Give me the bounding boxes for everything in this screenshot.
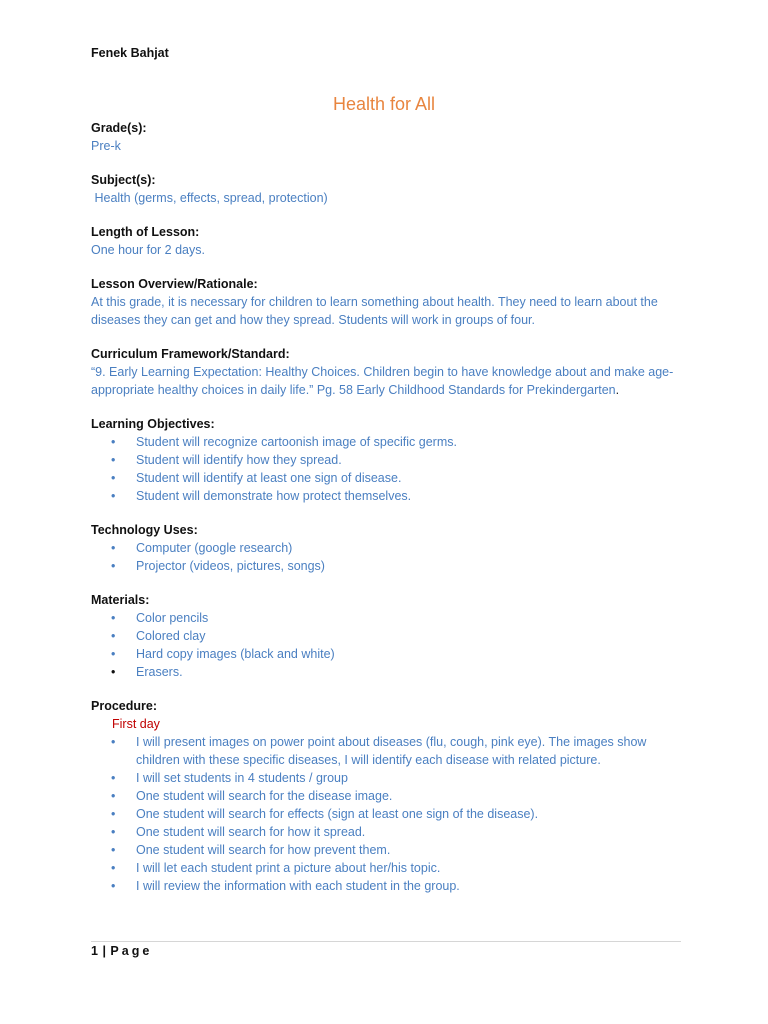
bullet-icon: • bbox=[111, 559, 116, 573]
technology-list bbox=[91, 539, 691, 575]
subject-section bbox=[91, 171, 691, 207]
procedure-list bbox=[91, 733, 691, 895]
bullet-icon: • bbox=[111, 435, 116, 449]
bullet-icon: • bbox=[111, 861, 116, 875]
list-item bbox=[91, 823, 691, 841]
bullet-icon: • bbox=[111, 771, 116, 785]
footer-divider bbox=[91, 941, 681, 942]
list-item-text: Erasers. bbox=[136, 665, 183, 679]
standard-section bbox=[91, 345, 691, 399]
list-item bbox=[91, 859, 691, 877]
list-item bbox=[91, 841, 691, 859]
grade-value: Pre-k bbox=[91, 139, 121, 153]
list-item-text: Color pencils bbox=[136, 611, 209, 625]
length-value: One hour for 2 days. bbox=[91, 243, 205, 257]
list-item bbox=[91, 433, 691, 451]
bullet-icon: • bbox=[111, 843, 116, 857]
lesson-content bbox=[91, 119, 691, 911]
length-section bbox=[91, 223, 691, 259]
grade-label: Grade(s): bbox=[91, 121, 147, 135]
bullet-icon: • bbox=[111, 629, 116, 643]
list-item-text: I will review the information with each student in the group. bbox=[136, 879, 460, 893]
standard-end: . bbox=[615, 383, 620, 397]
length-label: Length of Lesson: bbox=[91, 225, 200, 239]
list-item-text: Hard copy images (black and white) bbox=[136, 647, 335, 661]
standard-text bbox=[91, 363, 691, 399]
subject-label: Subject(s): bbox=[91, 173, 156, 187]
list-item-text: One student will search for how it spread. bbox=[136, 825, 366, 839]
list-item-text: One student will search for the disease image. bbox=[136, 789, 393, 803]
bullet-icon: • bbox=[111, 789, 116, 803]
list-item bbox=[91, 539, 691, 557]
page-number: 1 bbox=[91, 944, 99, 958]
list-item bbox=[91, 645, 691, 663]
bullet-icon: • bbox=[111, 879, 116, 893]
materials-list bbox=[91, 609, 691, 681]
author-name: Fenek Bahjat bbox=[91, 46, 169, 60]
bullet-icon: • bbox=[111, 541, 116, 555]
subject-value: Health (germs, effects, spread, protection) bbox=[91, 191, 328, 205]
procedure-section bbox=[91, 697, 691, 895]
list-item bbox=[91, 769, 691, 787]
bullet-icon: • bbox=[111, 471, 116, 485]
bullet-icon: • bbox=[111, 647, 116, 661]
bullet-icon: • bbox=[111, 735, 116, 749]
list-item-text: Projector (videos, pictures, songs) bbox=[136, 559, 325, 573]
list-item bbox=[91, 787, 691, 805]
list-item-text: I will set students in 4 students / group bbox=[136, 771, 348, 785]
first-day-label: First day bbox=[112, 717, 160, 731]
overview-label: Lesson Overview/Rationale: bbox=[91, 277, 258, 291]
bullet-icon: • bbox=[111, 825, 116, 839]
list-item bbox=[91, 469, 691, 487]
grade-section bbox=[91, 119, 691, 155]
list-item bbox=[91, 609, 691, 627]
list-item bbox=[91, 557, 691, 575]
materials-label: Materials: bbox=[91, 593, 150, 607]
list-item-text: Student will demonstrate how protect themselves. bbox=[136, 489, 412, 503]
materials-section bbox=[91, 591, 691, 681]
list-item bbox=[91, 627, 691, 645]
page-footer bbox=[91, 944, 152, 958]
list-item bbox=[91, 663, 691, 681]
list-item-text: One student will search for how prevent them. bbox=[136, 843, 391, 857]
list-item-text: Student will recognize cartoonish image of specific germs. bbox=[136, 435, 457, 449]
list-item bbox=[91, 877, 691, 895]
page-word: Page bbox=[110, 944, 153, 958]
list-item-text: Student will identify at least one sign of disease. bbox=[136, 471, 402, 485]
list-item bbox=[91, 451, 691, 469]
list-item-text: One student will search for effects (sign at least one sign of the disease). bbox=[136, 807, 539, 821]
list-item-text: I will let each student print a picture about her/his topic. bbox=[136, 861, 441, 875]
bullet-icon: • bbox=[111, 489, 116, 503]
technology-label: Technology Uses: bbox=[91, 523, 198, 537]
list-item-text: I will present images on power point about diseases (flu, cough, pink eye). The images show children with these specific diseases, I will identify each disease with related picture. bbox=[136, 735, 647, 767]
overview-value: At this grade, it is necessary for children to learn something about health. They need to learn about the diseases they can get and how they spread. Students will work in groups of four. bbox=[91, 295, 658, 327]
standard-value: “9. Early Learning Expectation: Healthy Choices. Children begin to have knowledge about and make age-appropriate healthy choices in daily life.” Pg. 58 Early Childhood Standards for Prekindergarten bbox=[91, 365, 674, 397]
objectives-list bbox=[91, 433, 691, 505]
list-item bbox=[91, 805, 691, 823]
list-item-text: Colored clay bbox=[136, 629, 206, 643]
objectives-section bbox=[91, 415, 691, 505]
list-item-text: Computer (google research) bbox=[136, 541, 293, 555]
bullet-icon: • bbox=[111, 665, 116, 679]
objectives-label: Learning Objectives: bbox=[91, 417, 215, 431]
bullet-icon: • bbox=[111, 611, 116, 625]
standard-label: Curriculum Framework/Standard: bbox=[91, 347, 290, 361]
list-item bbox=[91, 733, 691, 769]
list-item-text: Student will identify how they spread. bbox=[136, 453, 342, 467]
overview-section bbox=[91, 275, 691, 329]
procedure-label: Procedure: bbox=[91, 699, 157, 713]
list-item bbox=[91, 487, 691, 505]
bullet-icon: • bbox=[111, 807, 116, 821]
bullet-icon: • bbox=[111, 453, 116, 467]
page-separator: | bbox=[102, 944, 107, 958]
document-title: Health for All bbox=[332, 94, 436, 114]
technology-section bbox=[91, 521, 691, 575]
